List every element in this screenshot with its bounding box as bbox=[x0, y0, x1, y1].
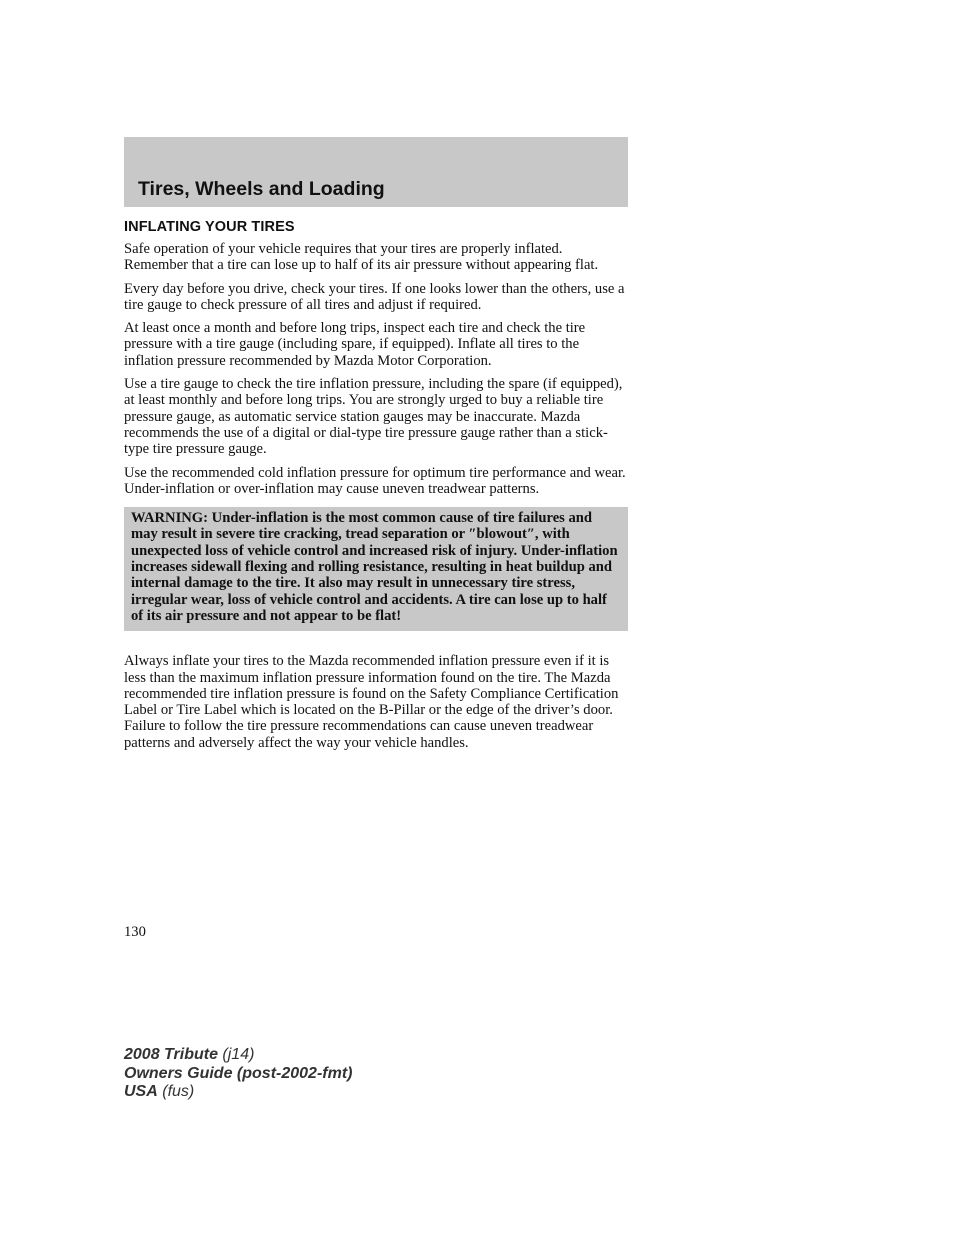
warning-box bbox=[124, 507, 628, 631]
document-footer bbox=[124, 1046, 352, 1102]
footer-line-guide bbox=[124, 1065, 352, 1084]
footer-model-code: (j14) bbox=[222, 1046, 255, 1063]
section-title: Tires, Wheels and Loading bbox=[138, 178, 385, 200]
section-header-band bbox=[124, 137, 628, 207]
paragraph-tire-gauge: Use a tire gauge to check the tire inflation pressure, including the spare (if equipped), at least monthly and before long trips. You are strongly urged to buy a reliable tire pressure gauge, as automatic service station gauges may be inaccurate. Mazda recommends the use of a digital or dial-type tire pressure gauge rather than a stick-type tire pressure gauge. bbox=[124, 376, 623, 458]
main-content bbox=[124, 219, 630, 758]
footer-guide: Owners Guide (post-2002-fmt) bbox=[124, 1064, 353, 1082]
paragraph-cold-pressure: Use the recommended cold inflation pressure for optimum tire performance and wear. Under-inflation or over-inflation may cause uneven treadwear patterns. bbox=[124, 464, 626, 497]
warning-text: WARNING: Under-inflation is the most common cause of tire failures and may result in severe tire cracking, tread separation or ″blowout″, with unexpected loss of vehicle control and increased risk of injury. Under-inflation increases sidewall flexing and rolling resistance, resulting in heat buildup and internal damage to the tire. It also may result in unnecessary tire stress, irregular wear, loss of vehicle control and accidents. A tire can lose up to half of its air pressure and not appear to be flat! bbox=[131, 510, 618, 624]
footer-model: 2008 Tribute bbox=[124, 1046, 218, 1063]
subheading-inflating-tires: INFLATING YOUR TIRES bbox=[124, 219, 295, 235]
footer-market-code: (fus) bbox=[162, 1083, 195, 1100]
paragraph-always-inflate: Always inflate your tires to the Mazda recommended inflation pressure even if it is less than the maximum inflation pressure information found on the tire. The Mazda recommended tire inflation pressure is found on the Safety Compliance Certification Label or Tire Label which is located on the B-Pillar or the edge of the driver’s door. Failure to follow the tire pressure recommendations can cause uneven treadwear patterns and adversely affect the way your vehicle handles. bbox=[124, 653, 619, 751]
paragraph-safe-operation: Safe operation of your vehicle requires that your tires are properly inflated. Remember that a tire can lose up to half of its air pressure without appearing flat. bbox=[124, 241, 599, 274]
footer-line-market bbox=[124, 1083, 352, 1102]
page-number: 130 bbox=[124, 924, 146, 940]
paragraph-monthly-check: At least once a month and before long trips, inspect each tire and check the tire pressure with a tire gauge (including spare, if equipped). Inflate all tires to the inflation pressure recommended by Mazda Motor Corporation. bbox=[124, 320, 586, 369]
footer-market: USA bbox=[124, 1083, 158, 1100]
footer-line-model bbox=[124, 1046, 352, 1065]
paragraph-daily-check: Every day before you drive, check your tires. If one looks lower than the others, use a tire gauge to check pressure of all tires and adjust if required. bbox=[124, 280, 625, 313]
